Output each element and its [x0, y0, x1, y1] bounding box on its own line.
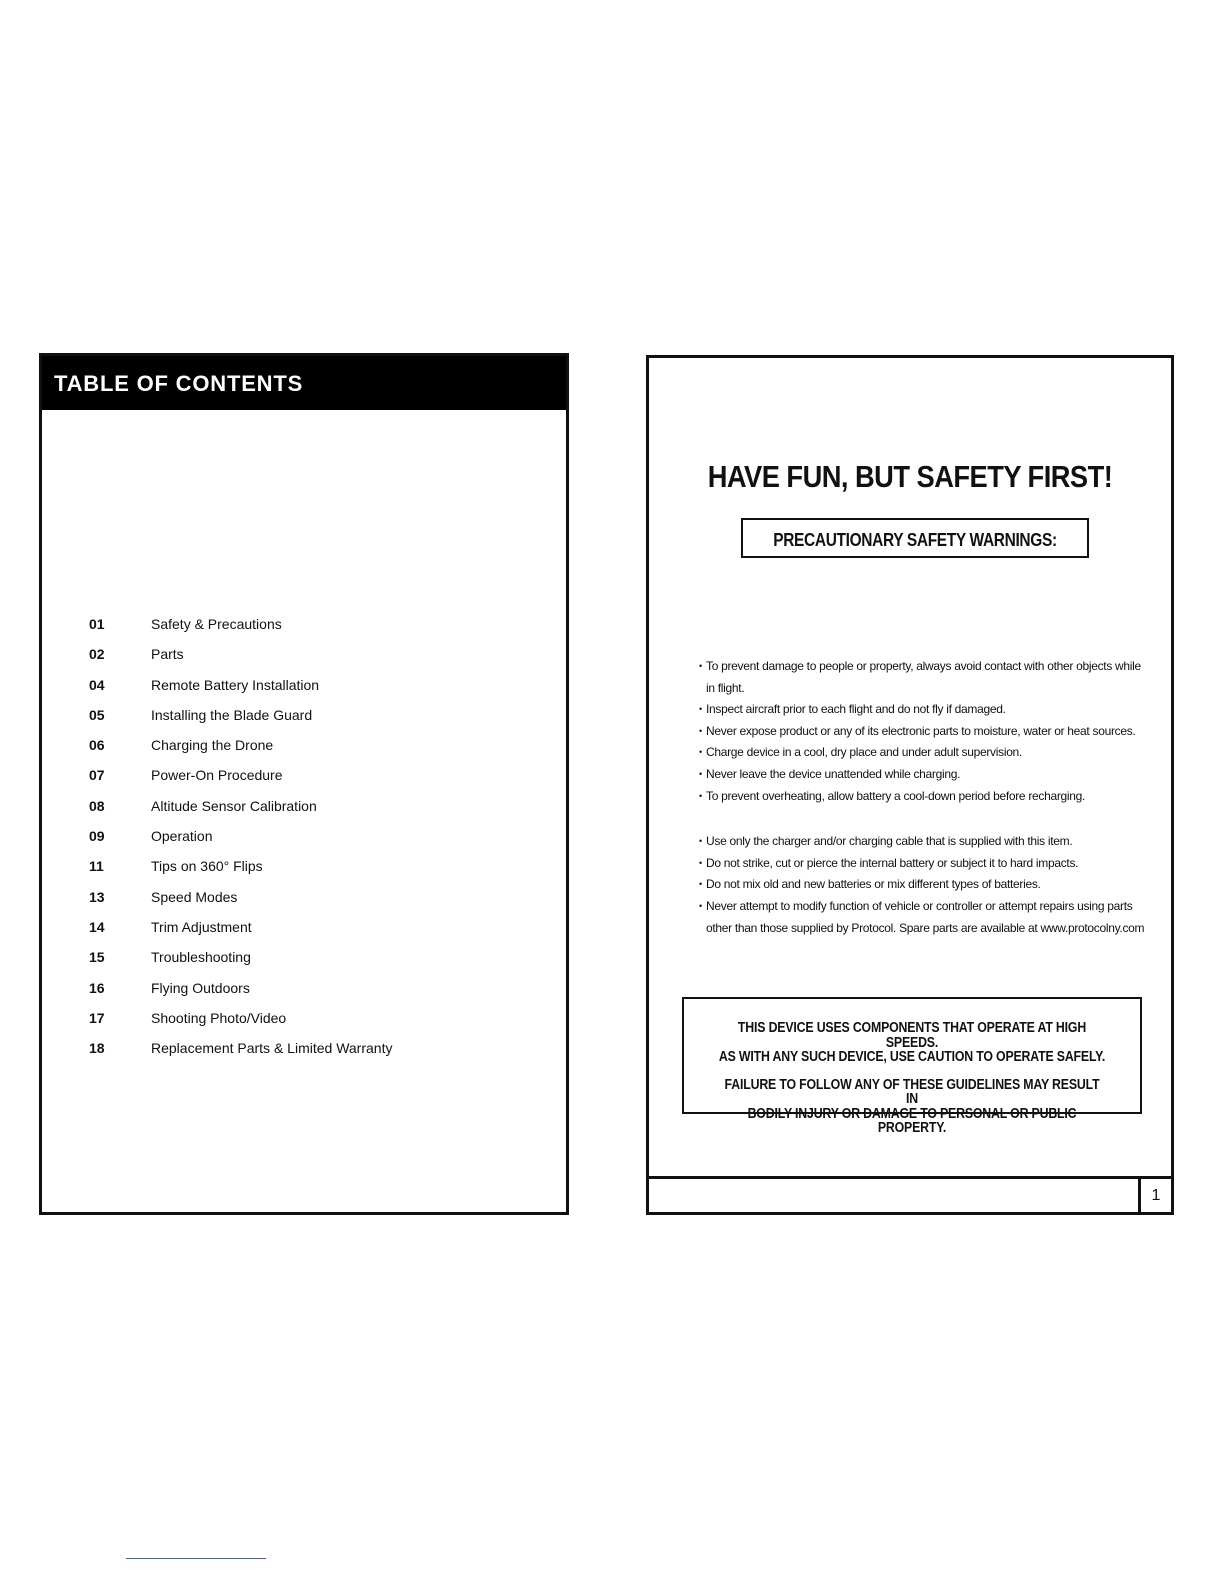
toc-entry-number: 04	[89, 676, 105, 693]
toc-entry-title: Shooting Photo/Video	[151, 1009, 287, 1026]
toc-entry-number: 14	[89, 918, 105, 935]
toc-page	[39, 353, 569, 1215]
toc-entry-number: 17	[89, 1009, 105, 1026]
toc-entry-title: Operation	[151, 828, 213, 845]
toc-entry-title: Power-On Procedure	[151, 767, 283, 784]
warnings-label: PRECAUTIONARY SAFETY WARNINGS:	[773, 530, 1057, 550]
toc-entry-number: 06	[89, 737, 105, 754]
toc-entry-title: Troubleshooting	[151, 949, 251, 966]
toc-list	[42, 616, 566, 1070]
toc-entry[interactable]	[42, 677, 566, 707]
toc-entry[interactable]	[42, 919, 566, 949]
toc-entry[interactable]	[42, 707, 566, 737]
toc-entry-title: Remote Battery Installation	[151, 676, 320, 693]
toc-entry-number: 15	[89, 949, 105, 966]
hazard-line: AS WITH ANY SUCH DEVICE, USE CAUTION TO OPERATE SAFELY.	[718, 1049, 1106, 1065]
hazard-line: FAILURE TO FOLLOW ANY OF THESE GUIDELINES MAY RESULT IN	[724, 1076, 1100, 1107]
toc-title: TABLE OF CONTENTS	[54, 371, 304, 396]
hazard-line: BODILY INJURY OR DAMAGE TO PERSONAL OR PUBLIC PROPERTY.	[747, 1105, 1077, 1136]
safety-bullet: • Never leave the device unattended while charging.	[699, 764, 1149, 786]
toc-entry[interactable]	[42, 798, 566, 828]
warnings-label-box	[741, 518, 1089, 558]
toc-entry[interactable]	[42, 616, 566, 646]
safety-bullet: • To prevent overheating, allow battery a cool-down period before recharging.	[699, 786, 1149, 808]
safety-bullet: • Do not strike, cut or pierce the internal battery or subject it to hard impacts.	[699, 853, 1149, 875]
hazard-warning-paragraph	[718, 1021, 1106, 1065]
toc-entry-title: Parts	[151, 646, 184, 663]
safety-bullet: • Use only the charger and/or charging cable that is supplied with this item.	[699, 831, 1149, 853]
toc-entry-number: 18	[89, 1040, 105, 1057]
divider	[126, 1558, 266, 1559]
toc-entry[interactable]	[42, 1040, 566, 1070]
toc-entry-title: Safety & Precautions	[151, 616, 282, 632]
hazard-warning-box	[682, 997, 1142, 1136]
hazard-line: THIS DEVICE USES COMPONENTS THAT OPERATE AT HIGH SPEEDS.	[737, 1020, 1087, 1051]
safety-heading: HAVE FUN, BUT SAFETY FIRST!	[707, 459, 1113, 494]
toc-header	[42, 356, 566, 410]
safety-bullet-list	[699, 656, 1149, 939]
toc-entry-number: 08	[89, 797, 105, 814]
toc-entry[interactable]	[42, 949, 566, 979]
toc-entry[interactable]	[42, 646, 566, 676]
toc-entry-number: 11	[89, 858, 104, 875]
toc-entry[interactable]	[42, 767, 566, 797]
toc-entry-title: Trim Adjustment	[151, 918, 252, 935]
toc-entry-title: Speed Modes	[151, 888, 238, 905]
page-number: 1	[1138, 1179, 1171, 1212]
toc-entry[interactable]	[42, 737, 566, 767]
toc-entry-number: 13	[89, 888, 105, 905]
safety-bullet: • Charge device in a cool, dry place and under adult supervision.	[699, 742, 1149, 764]
toc-entry-number: 05	[89, 706, 105, 723]
hazard-warning-paragraph	[718, 1078, 1106, 1136]
safety-bullet: • Do not mix old and new batteries or mix different types of batteries.	[699, 874, 1149, 896]
safety-bullet: • Inspect aircraft prior to each flight and do not fly if damaged.	[699, 699, 1149, 721]
safety-bullet: • Never attempt to modify function of vehicle or controller or attempt repairs using parts other than those supplied by Protocol. Spare parts are available at www.protocolny.com	[699, 896, 1149, 939]
toc-entry[interactable]	[42, 858, 566, 888]
page-footer	[649, 1176, 1171, 1212]
toc-entry-number: 01	[89, 616, 105, 632]
toc-entry-title: Replacement Parts & Limited Warranty	[151, 1040, 393, 1057]
toc-entry-title: Installing the Blade Guard	[151, 706, 313, 723]
toc-entry[interactable]	[42, 828, 566, 858]
toc-entry-number: 09	[89, 828, 105, 845]
toc-entry[interactable]	[42, 1010, 566, 1040]
safety-bullet: • Never expose product or any of its electronic parts to moisture, water or heat sources.	[699, 721, 1149, 743]
toc-entry-title: Charging the Drone	[151, 737, 274, 754]
toc-entry-number: 16	[89, 979, 105, 996]
toc-entry-title: Tips on 360° Flips	[151, 858, 263, 875]
safety-bullet: • To prevent damage to people or property, always avoid contact with other objects while in flight.	[699, 656, 1149, 699]
toc-entry[interactable]	[42, 980, 566, 1010]
toc-entry-number: 02	[89, 646, 105, 663]
safety-page	[646, 355, 1174, 1215]
toc-entry-title: Flying Outdoors	[151, 979, 250, 996]
toc-entry-title: Altitude Sensor Calibration	[151, 797, 317, 814]
toc-entry[interactable]	[42, 889, 566, 919]
toc-entry-number: 07	[89, 767, 105, 784]
